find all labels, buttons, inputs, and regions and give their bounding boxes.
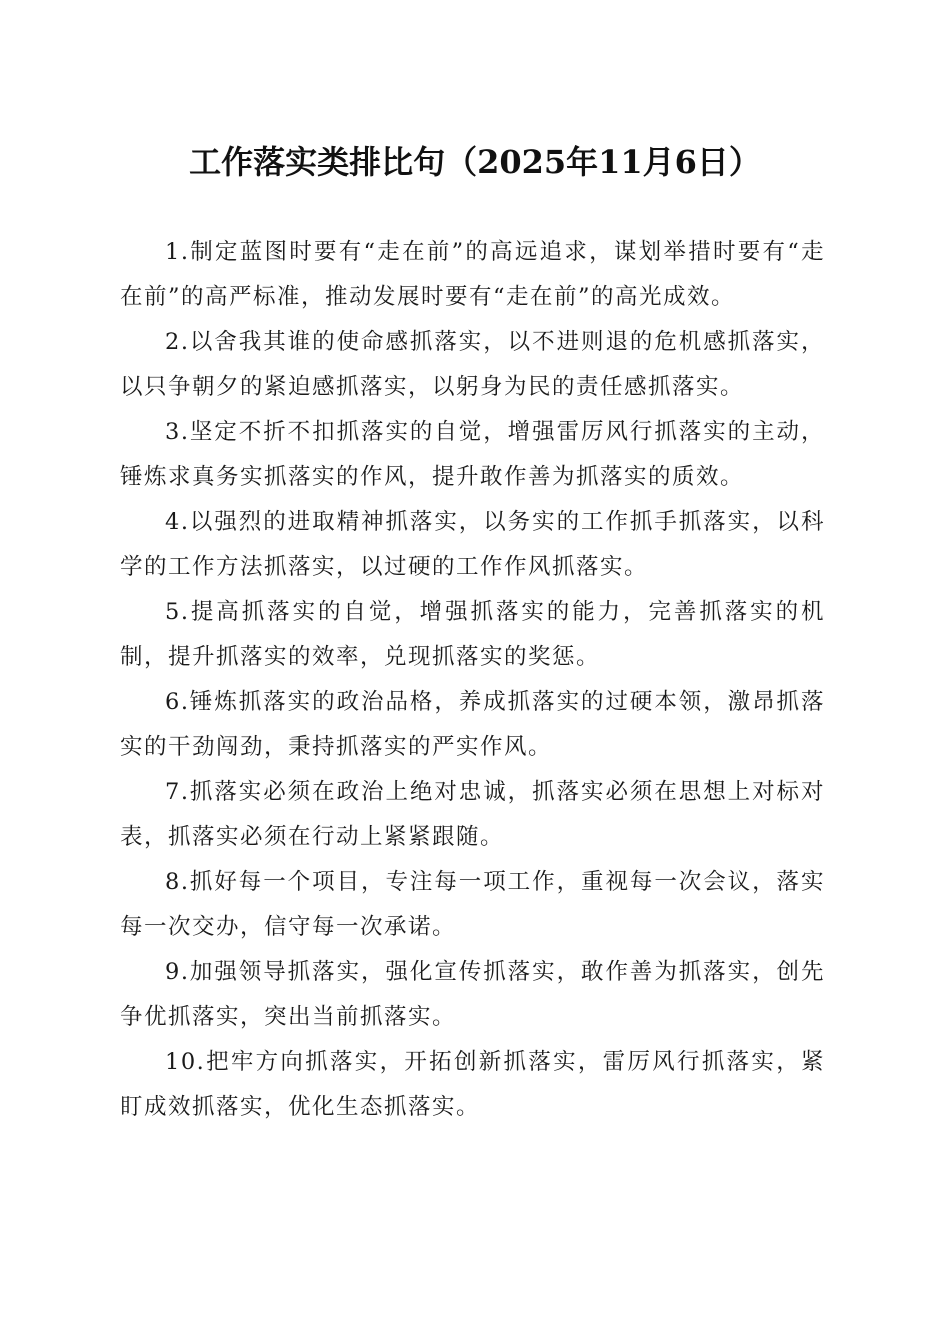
paragraph-4: 4.以强烈的进取精神抓落实，以务实的工作抓手抓落实，以科学的工作方法抓落实，以过硬的工作作风抓落实。 xyxy=(120,509,825,580)
paragraph-1: 1.制定蓝图时要有“走在前”的高远追求，谋划举措时要有“走在前”的高严标准，推动发展时要有“走在前”的高光成效。 xyxy=(120,239,825,310)
paragraph-7: 7.抓落实必须在政治上绝对忠诚，抓落实必须在思想上对标对表，抓落实必须在行动上紧紧跟随。 xyxy=(120,779,825,850)
paragraph-10: 10.把牢方向抓落实，开拓创新抓落实，雷厉风行抓落实，紧盯成效抓落实，优化生态抓落实。 xyxy=(120,1049,825,1120)
paragraph-9: 9.加强领导抓落实，强化宣传抓落实，敢作善为抓落实，创先争优抓落实，突出当前抓落实。 xyxy=(120,959,825,1030)
paragraph-2: 2.以舍我其谁的使命感抓落实，以不进则退的危机感抓落实，以只争朝夕的紧迫感抓落实，以躬身为民的责任感抓落实。 xyxy=(120,329,825,400)
document-body xyxy=(120,230,825,1130)
paragraph-3: 3.坚定不折不扣抓落实的自觉，增强雷厉风行抓落实的主动，锤炼求真务实抓落实的作风，提升敢作善为抓落实的质效。 xyxy=(120,419,825,490)
document-title: 工作落实类排比句（2025年11月6日） xyxy=(189,143,761,181)
paragraph-5: 5.提高抓落实的自觉，增强抓落实的能力，完善抓落实的机制，提升抓落实的效率，兑现抓落实的奖惩。 xyxy=(120,599,825,670)
paragraph-6: 6.锤炼抓落实的政治品格，养成抓落实的过硬本领，激昂抓落实的干劲闯劲，秉持抓落实的严实作风。 xyxy=(120,689,825,760)
paragraph-8: 8.抓好每一个项目，专注每一项工作，重视每一次会议，落实每一次交办，信守每一次承诺。 xyxy=(120,869,825,940)
